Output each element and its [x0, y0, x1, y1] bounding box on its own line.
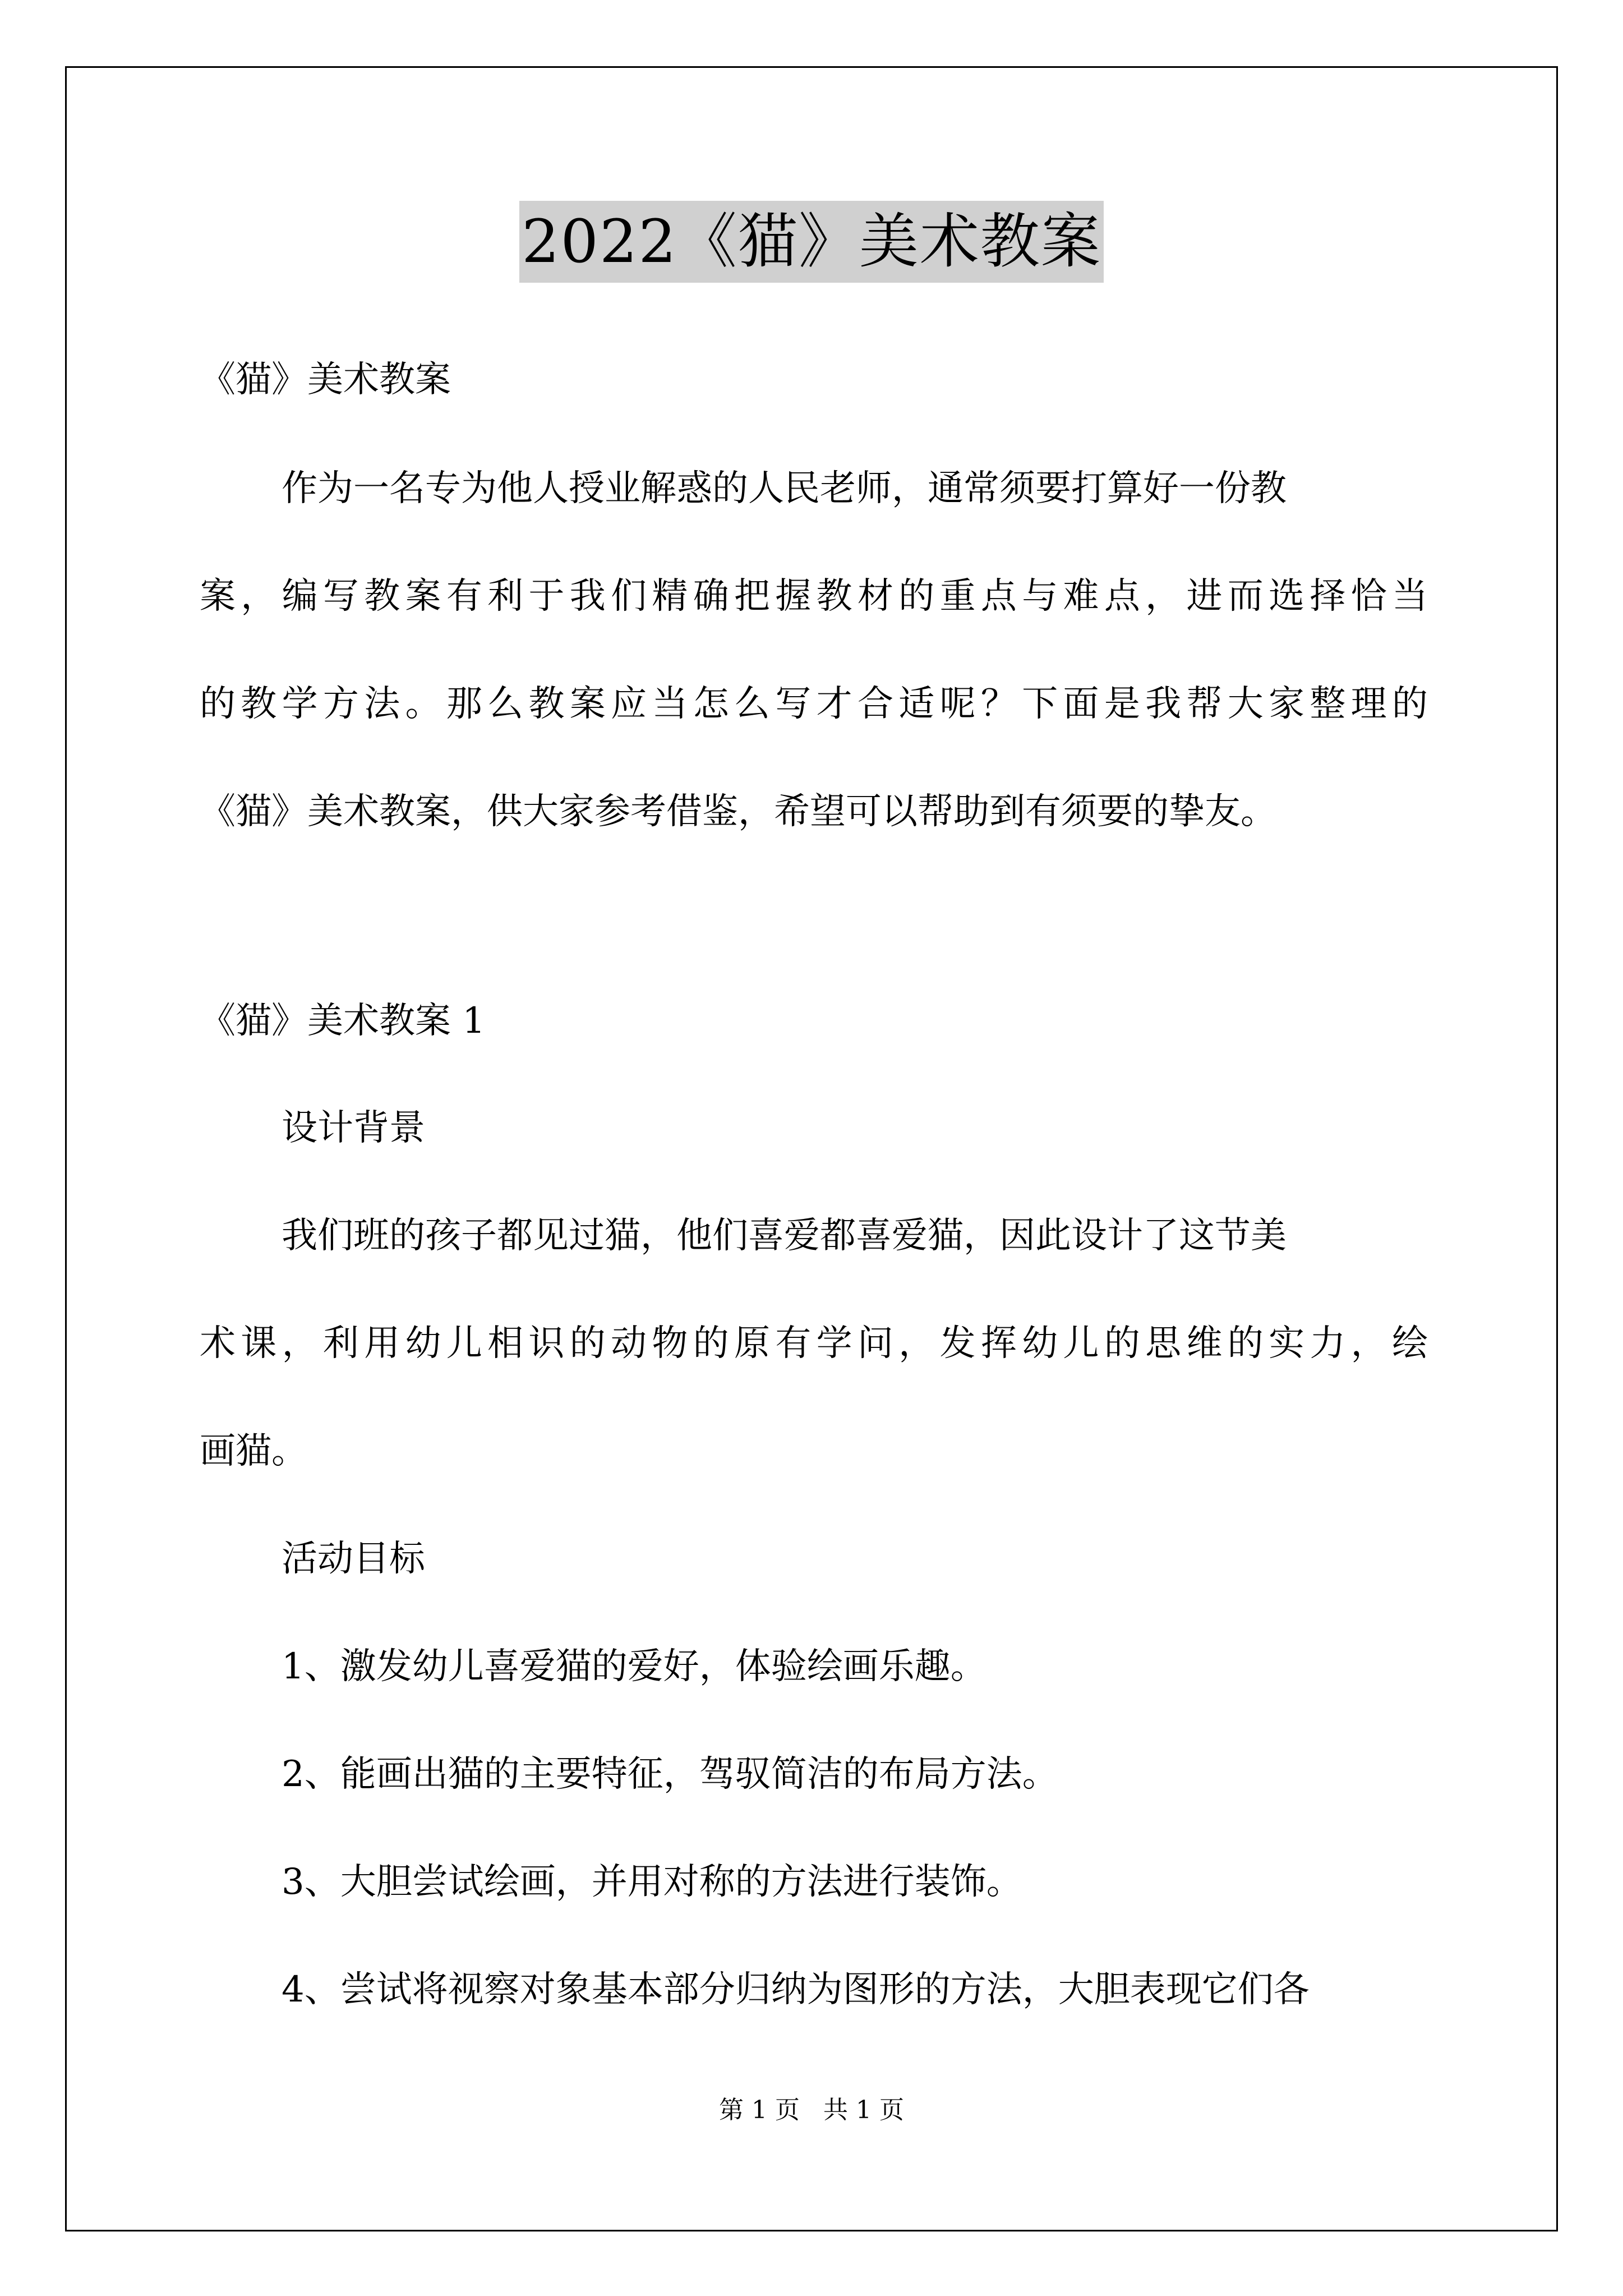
paragraph-line: 画猫。 [200, 1430, 307, 1472]
paragraph-line: 作为一名专为他人授业解惑的人民老师，通常须要打算好一份教 [282, 468, 1287, 509]
page-footer [0, 2093, 1623, 2127]
subheading: 设计背景 [282, 1107, 425, 1149]
title-container [0, 201, 1623, 283]
page-number: 第 1 页 [719, 2096, 800, 2124]
list-item: 3、大胆尝试绘画，并用对称的方法进行装饰。 [282, 1861, 1022, 1903]
list-item: 1、激发幼儿喜爱猫的爱好，体验绘画乐趣。 [282, 1646, 986, 1687]
paragraph-line: 我们班的孩子都见过猫，他们喜爱都喜爱猫，因此设计了这节美 [282, 1215, 1287, 1257]
subheading: 活动目标 [282, 1538, 425, 1580]
document-title: 2022《猫》美术教案 [519, 201, 1104, 283]
paragraph-line: 案，编写教案有利于我们精确把握教材的重点与难点，进而选择恰当 [200, 576, 1428, 617]
page-count: 共 1 页 [823, 2096, 904, 2124]
paragraph-line: 《猫》美术教案，供大家参考借鉴，希望可以帮助到有须要的挚友。 [200, 791, 1276, 832]
section-heading: 《猫》美术教案 1 [200, 1000, 486, 1042]
paragraph-line: 术课，利用幼儿相识的动物的原有学问，发挥幼儿的思维的实力，绘 [200, 1323, 1428, 1364]
list-item: 2、能画出猫的主要特征，驾驭简洁的布局方法。 [282, 1754, 1058, 1795]
section-heading: 《猫》美术教案 [200, 359, 451, 401]
paragraph-line: 的教学方法。那么教案应当怎么写才合适呢？下面是我帮大家整理的 [200, 683, 1428, 725]
list-item: 4、尝试将视察对象基本部分归纳为图形的方法，大胆表现它们各 [282, 1969, 1310, 2010]
